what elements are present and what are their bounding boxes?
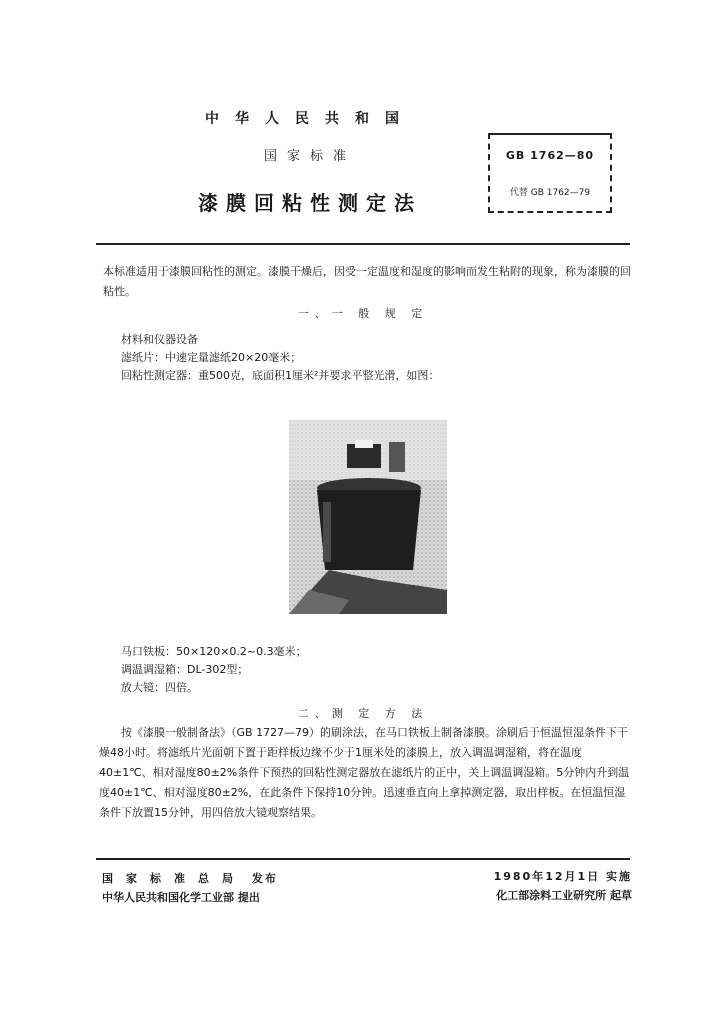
issue-action: 发布 xyxy=(251,872,278,885)
national-standard-label: 国家标准 xyxy=(263,149,356,164)
propose-action: 提出 xyxy=(237,891,260,904)
intro-paragraph: 本标准适用于漆膜回粘性的测定。漆膜干燥后，因受一定温度和湿度的影响而发生粘附的现象，称为漆膜的回粘性。 xyxy=(103,265,631,298)
list-item: 放大镜：四倍。 xyxy=(121,681,198,694)
replaces-standard: 代替 GB 1762—79 xyxy=(509,188,591,198)
issuer-line xyxy=(102,870,278,886)
list-item: 调温调湿箱：DL-302型； xyxy=(121,663,249,676)
list-item: 滤纸片：中速定量滤纸20×20毫米； xyxy=(121,351,302,364)
document-title: 漆膜回粘性测定法 xyxy=(198,191,422,215)
method-paragraph: 按《漆膜一般制备法》（GB 1727—79）的刷涂法，在马口铁板上制备漆膜。涂刷后于恒温恒湿条件下干燥48小时。将滤纸片光面朝下置于距样板边缘不少于1厘米处的漆膜上，放入调温调湿箱，将在温度40±1℃、相对湿度80±2%条件下预热的回粘性测定器放在滤纸片的正中，关上调温调湿箱。5分钟内升到温度40±1℃、相对湿度80±2%，在此条件下保持10分钟。迅速垂直向上拿掉测定器，取出样板。在恒温恒湿条件下放置15分钟，用四倍放大镜观察结果。 xyxy=(99,726,630,819)
standard-number: GB 1762—80 xyxy=(505,149,595,162)
issuer: 国家标准总局 xyxy=(102,872,246,885)
header-divider xyxy=(96,243,630,245)
effective-date: 1980年12月1日 xyxy=(493,870,601,883)
tester-photo xyxy=(289,420,447,614)
section2-heading: 二、测 定 方 法 xyxy=(297,707,429,720)
list-item: 回粘性测定器：重500克，底面积1厘米²并要求平整光滑，如图： xyxy=(121,369,440,382)
date-line xyxy=(494,868,632,884)
draft-action: 起草 xyxy=(610,889,632,902)
footer-divider xyxy=(96,858,630,860)
list-item: 材料和仪器设备 xyxy=(121,333,198,346)
date-action: 实施 xyxy=(606,870,632,883)
drafter-line xyxy=(496,887,632,903)
country-name: 中华人民共和国 xyxy=(205,111,415,127)
proposer-line xyxy=(102,889,260,905)
section1-heading: 一、一 般 规 定 xyxy=(297,307,429,320)
drafter: 化工部涂料工业研究所 xyxy=(496,889,607,902)
proposer: 中华人民共和国化学工业部 xyxy=(102,891,234,904)
list-item: 马口铁板：50×120×0.2~0.3毫米； xyxy=(121,645,307,658)
standard-number-box xyxy=(488,133,612,213)
